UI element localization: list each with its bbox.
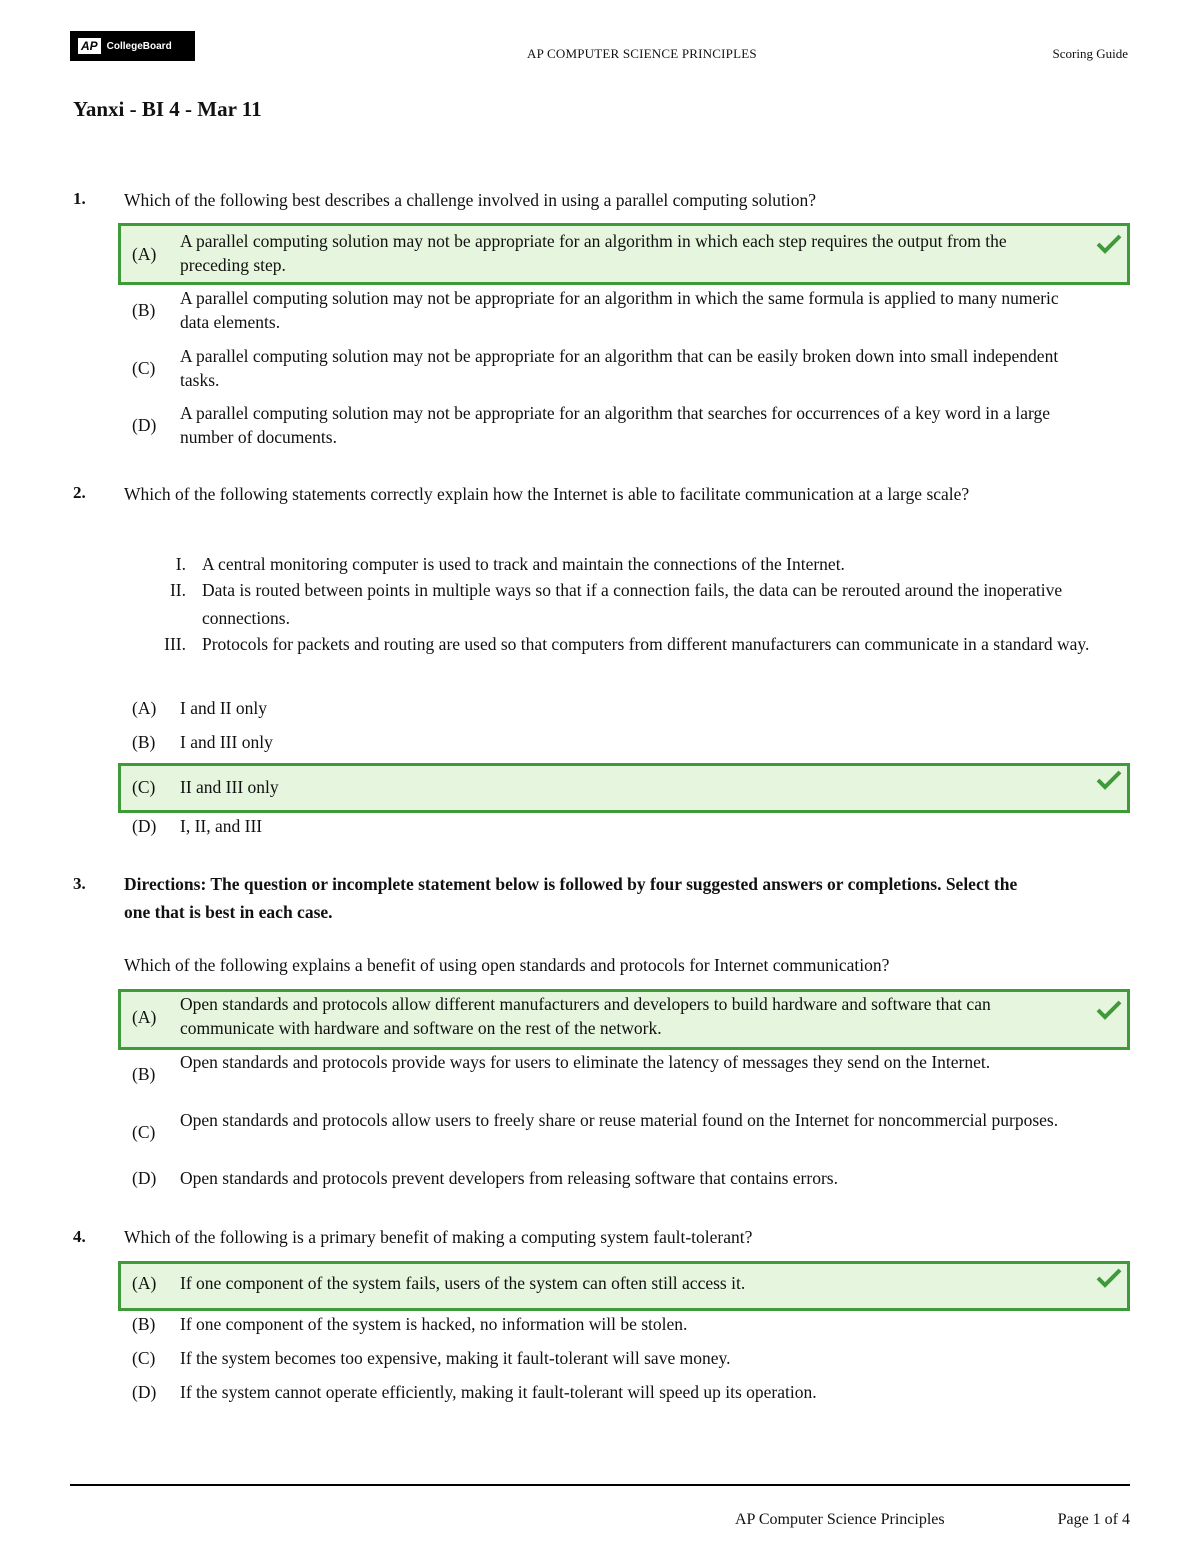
question-text: Which of the following explains a benefit of using open standards and protocols for Internet communication? (124, 955, 890, 975)
option-letter: (C) (132, 1348, 156, 1368)
option-c[interactable] (118, 344, 1130, 396)
option-d[interactable] (118, 401, 1130, 453)
question-number: 2. (73, 483, 86, 502)
option-text: If the system cannot operate efficiently, making it fault-tolerant will speed up its operation. (180, 1382, 817, 1402)
option-b[interactable] (118, 1312, 1130, 1338)
checkmark-icon (1095, 1266, 1123, 1290)
question-directions: Directions: The question or incomplete statement below is followed by four suggested answers or completions. Select the one that is best in each case. (124, 874, 1018, 922)
footer-divider (70, 1484, 1130, 1486)
option-text: Open standards and protocols provide ways for users to eliminate the latency of messages they send on the Internet. (180, 1052, 991, 1072)
option-text: I and II only (180, 698, 267, 718)
option-c[interactable] (118, 1346, 1130, 1372)
header-course: AP COMPUTER SCIENCE PRINCIPLES (527, 46, 757, 61)
option-a[interactable] (118, 696, 1130, 722)
footer-course: AP Computer Science Principles (735, 1511, 945, 1528)
statement-numeral: I. (175, 554, 186, 574)
question-text: Which of the following best describes a challenge involved in using a parallel computing solution? (124, 190, 817, 210)
option-letter: (C) (132, 1122, 156, 1142)
option-text: Open standards and protocols prevent developers from releasing software that contains errors. (180, 1168, 838, 1188)
option-letter: (C) (132, 777, 156, 797)
checkmark-icon (1095, 998, 1123, 1022)
option-letter: (B) (132, 300, 156, 320)
statement-numeral: II. (169, 580, 186, 600)
option-a-correct[interactable] (118, 1261, 1130, 1311)
option-letter: (B) (132, 732, 156, 752)
checkmark-icon (1095, 768, 1123, 792)
question-number: 1. (73, 189, 86, 208)
option-text: A parallel computing solution may not be appropriate for an algorithm that can be easily broken down into small independent tasks. (180, 346, 1059, 390)
option-text: I, II, and III (180, 816, 263, 836)
statement-numeral: III. (164, 634, 186, 654)
option-text: If one component of the system is hacked, no information will be stolen. (180, 1314, 688, 1334)
option-b[interactable] (118, 1050, 1130, 1102)
option-letter: (B) (132, 1064, 156, 1084)
page-number: Page 1 of 4 (1057, 1511, 1130, 1528)
option-c-correct[interactable] (118, 763, 1130, 813)
checkmark-icon (1095, 232, 1123, 256)
option-d[interactable] (118, 1166, 1130, 1192)
statement-text: A central monitoring computer is used to track and maintain the connections of the Internet. (202, 554, 845, 574)
question-text: Which of the following statements correctly explain how the Internet is able to facilitate communication at a large scale? (124, 484, 970, 504)
option-text: If the system becomes too expensive, making it fault-tolerant will save money. (180, 1348, 731, 1368)
option-c[interactable] (118, 1108, 1130, 1160)
option-letter: (B) (132, 1314, 156, 1334)
option-letter: (A) (132, 1007, 157, 1027)
question-number: 4. (73, 1227, 86, 1246)
option-letter: (D) (132, 415, 157, 435)
option-text: II and III only (180, 777, 279, 797)
question-text: Which of the following is a primary benefit of making a computing system fault-tolerant? (124, 1227, 753, 1247)
logo-ap-mark: AP (78, 38, 101, 54)
option-a-correct[interactable] (118, 989, 1130, 1050)
header-doc-type: Scoring Guide (1052, 46, 1128, 61)
option-d[interactable] (118, 1380, 1130, 1406)
option-d[interactable] (118, 814, 1130, 840)
statement-text: Data is routed between points in multiple ways so that if a connection fails, the data can be rerouted around the inoperative connections. (202, 580, 1063, 628)
ap-collegeboard-logo (70, 31, 195, 61)
option-letter: (A) (132, 1273, 157, 1293)
option-text: Open standards and protocols allow different manufacturers and developers to build hardware and software that can communicate with hardware and software on the rest of the network. (180, 994, 991, 1038)
option-letter: (C) (132, 358, 156, 378)
page-title: Yanxi - BI 4 - Mar 11 (73, 97, 262, 121)
option-text: A parallel computing solution may not be appropriate for an algorithm in which each step requires the output from the preceding step. (180, 231, 1007, 275)
statement-text: Protocols for packets and routing are used so that computers from different manufacturers can communicate in a standard way. (202, 634, 1090, 654)
option-text: Open standards and protocols allow users to freely share or reuse material found on the Internet for noncommercial purposes. (180, 1110, 1059, 1130)
option-text: A parallel computing solution may not be appropriate for an algorithm that searches for occurrences of a key word in a large number of documents. (180, 403, 1051, 447)
option-a-correct[interactable] (118, 223, 1130, 285)
question-number: 3. (73, 874, 86, 893)
option-letter: (D) (132, 1382, 157, 1402)
option-letter: (D) (132, 816, 157, 836)
option-text: A parallel computing solution may not be appropriate for an algorithm in which the same formula is applied to many numeric data elements. (180, 288, 1059, 332)
option-b[interactable] (118, 286, 1130, 338)
option-letter: (A) (132, 244, 157, 264)
option-text: I and III only (180, 732, 273, 752)
option-text: If one component of the system fails, users of the system can often still access it. (180, 1273, 746, 1293)
option-letter: (A) (132, 698, 157, 718)
option-letter: (D) (132, 1168, 157, 1188)
logo-brand: CollegeBoard (106, 40, 172, 52)
option-b[interactable] (118, 730, 1130, 756)
